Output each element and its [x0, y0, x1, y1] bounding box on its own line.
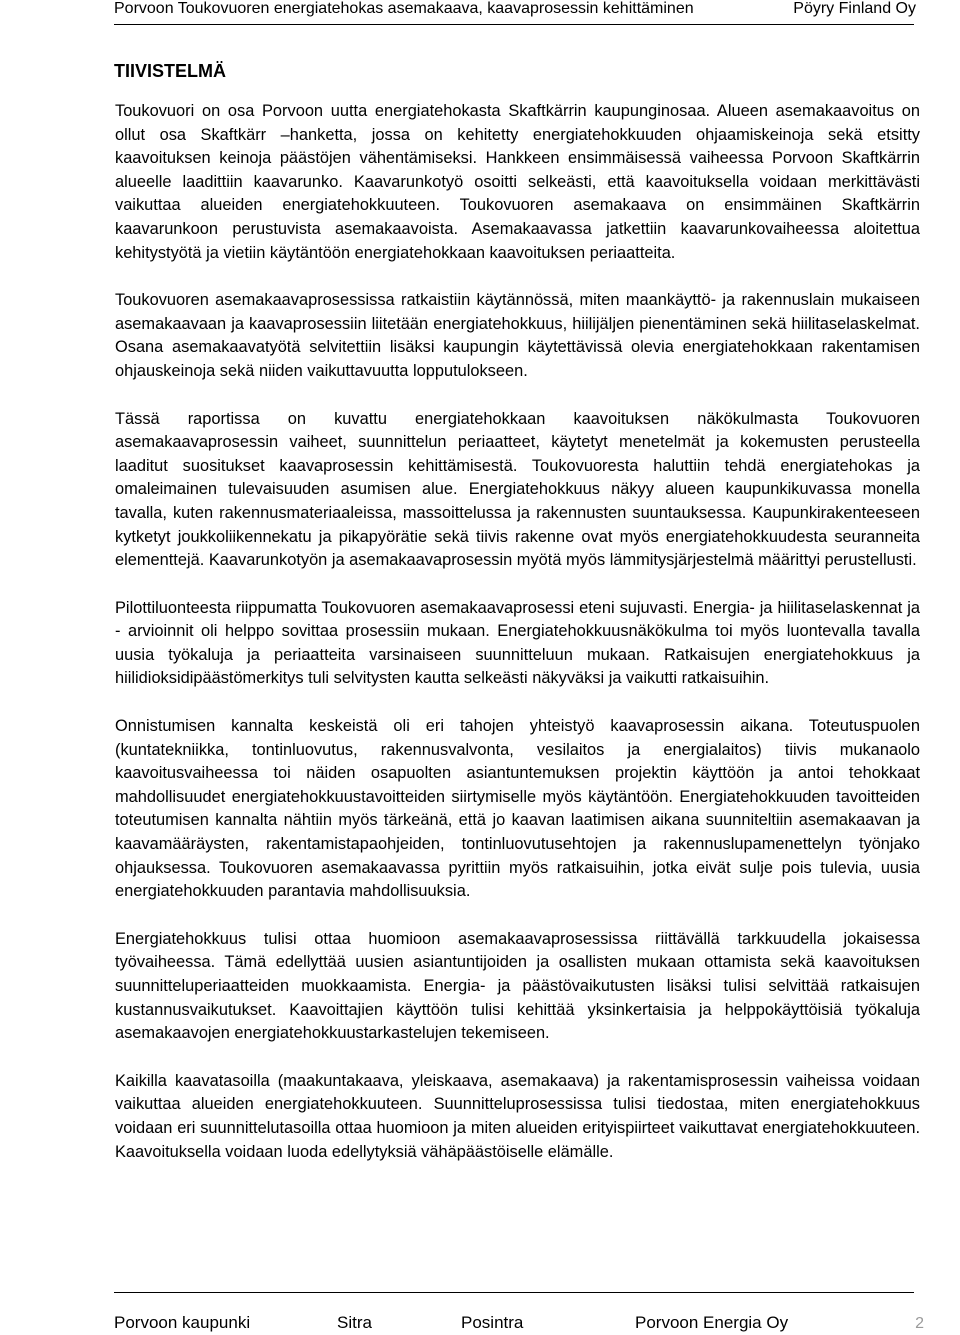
footer-partner-posintra: Posintra	[461, 1313, 524, 1332]
page-footer	[0, 1313, 960, 1335]
paragraph-4: Pilottiluonteesta riippumatta Toukovuoren asemakaavaprosessi eteni sujuvasti. Energia- ja hiilitaselaskennat ja - arvioinnit oli helppo sovittaa prosessiin mukaan. Energiatehokkuusnäkökulma toi myös luontevalla tavalla uusia työkaluja ja periaatteita varsinaiseen suunnitteluun mukaan. Ratkaisujen energiatehokkuus ja hiilidioksidipäästömerkitys tuli selvitysten kautta selkeästi näkyväksi ja vaikutti ratkaisuihin.	[115, 598, 920, 688]
page-header	[0, 0, 960, 22]
paragraph-5: Onnistumisen kannalta keskeistä oli eri tahojen yhteistyö kaavaprosessin aikana. Toteutuspuolen (kuntatekniikka, tontinluovutus, rakennusvalvonta, vesilaitos ja energialaitos) tiivis mukanaolo kaavoitusvaiheessa toi näiden osapuolten asiantuntemuksen projektin käyttöön ja antoi tehokkaat mahdollisuudet energiatehokkuustavoitteiden siirtymiselle myös käytäntöön. Energiatehokkuuden tavoitteiden toteutumisen kannalta nähtiin myös tärkeänä, että jo kaavan laatimisen aikana suunniteltiin asemakaavan ja kaavamääräysten, rakentamistapaohjeiden, tontinluovutusehtojen ja rakennuslupamenettelyn työnjako ohjauksessa. Toukovuoren asemakaavassa pyrittiin myös ratkaisuihin, jotka eivät sulje pois tulevia, uusia energiatehokkuuden parantavia mahdollisuuksia.	[115, 717, 920, 901]
footer-partner-porvoon-energia: Porvoon Energia Oy	[635, 1313, 789, 1332]
footer-partner-sitra: Sitra	[337, 1313, 372, 1332]
header-company: Pöyry Finland Oy	[793, 0, 916, 17]
paragraph-3: Tässä raportissa on kuvattu energiatehokkaan kaavoituksen näkökulmasta Toukovuoren asemakaavaprosessin vaiheet, suunnittelun periaatteet, käytetyt menetelmät ja kokemusten perusteella laaditut suositukset kaavaprosessin kehittämisestä. Toukovuoresta haluttiin tehdä energiatehokas ja omaleimainen tulevaisuuden asumisen alue. Energiatehokkuus näkyy alueen kaupunkikuvassa monella tavalla, kuten rakennusmateriaaleissa, massoittelussa ja rakennusten suuntauksessa. Kaupunkirakenteeseen kytketyt joukkoliikennekatu ja pikapyörätie sekä tiivis rakenne ovat myös energiatehokkuudesta seuranneita elementtejä. Kaavarunkotyön ja asemakaavaprosessin myötä myös lämmitysjärjestelmä määrittyi perustellusti.	[115, 409, 920, 570]
paragraph-7: Kaikilla kaavatasoilla (maakuntakaava, yleiskaava, asemakaava) ja rakentamisprosessin vaiheissa voidaan vaikuttaa alueiden energiatehokkuuteen. Suunnitteluprosessissa tulisi tiedostaa, miten energiatehokkuus voidaan eri suunnittelutasoilla ottaa huomioon ja miten alueiden erityispiirteet vaikuttavat energiatehokkuuteen. Kaavoituksella voidaan luoda edellytyksiä vähäpäästöiselle elämälle.	[115, 1071, 920, 1161]
summary-body	[115, 100, 920, 1188]
footer-divider	[114, 1292, 914, 1293]
paragraph-2: Toukovuoren asemakaavaprosessissa ratkaistiin käytännössä, miten maankäyttö- ja rakennuslain mukaiseen asemakaavaan ja kaavaprosessiin liitetään energiatehokkuus, hiilijäljen pienentäminen sekä hiilitaselaskelmat. Osana asemakaavatyötä selvitettiin lisäksi kaupungin käytettävissä olevia energiatehokkaan rakentamisen ohjauskeinoja sekä niiden vaikuttavuutta lopputulokseen.	[115, 291, 920, 380]
header-document-title: Porvoon Toukovuoren energiatehokas asemakaava, kaavaprosessin kehittäminen	[114, 0, 694, 17]
section-title: TIIVISTELMÄ	[114, 61, 226, 81]
footer-partner-porvoon-kaupunki: Porvoon kaupunki	[114, 1313, 251, 1332]
page-number: 2	[915, 1315, 924, 1332]
header-divider	[114, 24, 914, 25]
paragraph-6: Energiatehokkuus tulisi ottaa huomioon asemakaavaprosessissa riittävällä tarkkuudella jokaisessa työvaiheessa. Tämä edellyttää uusien asiantuntijoiden ja osallisten mukaan ottamista sekä kaavoituksen suunnitteluperiaatteiden muokkaamista. Energia- ja päästövaikutusten lisäksi tulisi selvittää ratkaisujen kustannusvaikutukset. Kaavoittajien käyttöön tulisi kehittää yksinkertaisia ja helppokäyttöisiä työkaluja asemakaavojen energiatehokkuustarkastelujen tekemiseen.	[115, 929, 920, 1043]
paragraph-1: Toukovuori on osa Porvoon uutta energiatehokasta Skaftkärrin kaupunginosaa. Alueen asemakaavoitus on ollut osa Skaftkärr –hanketta, jossa on kehitetty energiatehokkuuden ohjaamiskeinoja sekä etsitty kaavoituksen keinoja päästöjen vähentämiseksi. Hankkeen ensimmäisessä vaiheessa Porvoon Skaftkärrin alueelle laadittiin kaavarunko. Kaavarunkotyö osoitti selkeästi, että kaavoituksella voidaan merkittävästi vaikuttaa alueiden energiatehokkuuteen. Toukovuoren asemakaava on ensimmäinen Skaftkärrin kaavarunkoon perustuvista asemakaavoista. Asemakaavassa jatkettiin kaavarunkovaiheessa aloitettua kehitystyötä ja vietiin käytäntöön energiatehokkaan kaavoituksen periaatteita.	[115, 102, 920, 262]
